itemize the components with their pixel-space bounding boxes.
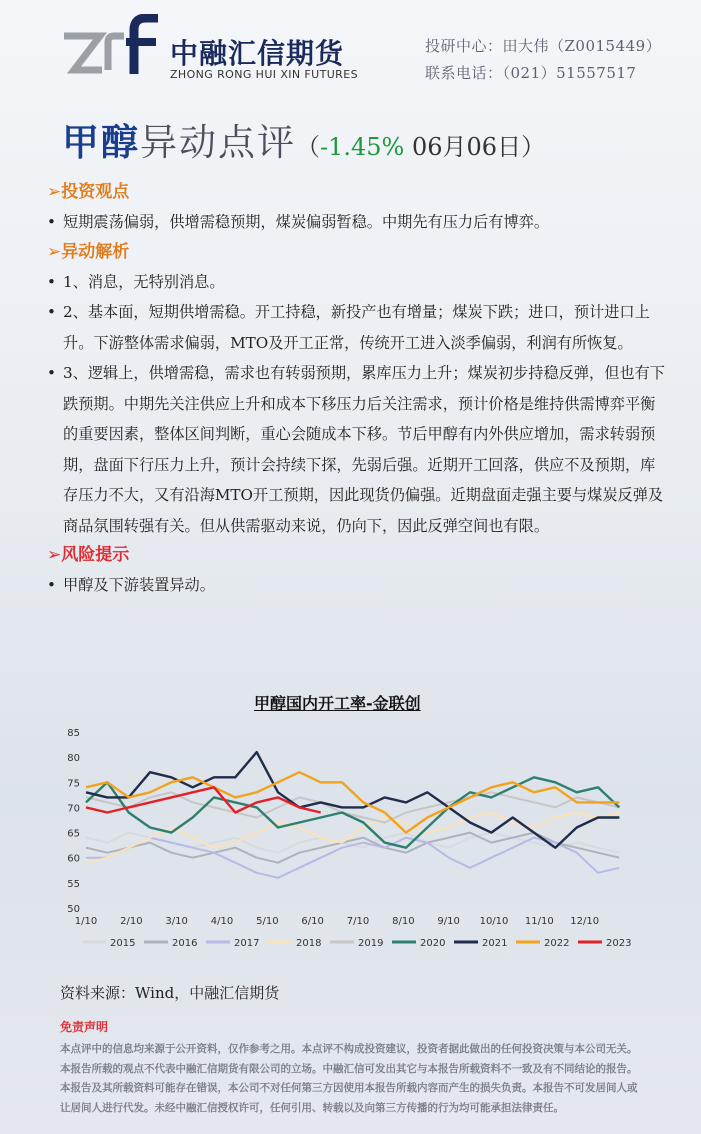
series-line-2022 [86, 772, 619, 832]
phone-line: 联系电话：（021）51557517 [425, 64, 637, 82]
series-line-2021 [86, 752, 619, 848]
utilization-line-chart [60, 720, 640, 950]
x-tick-label: 10/10 [479, 916, 509, 927]
x-tick-label: 2/10 [120, 916, 143, 927]
legend-label: 2022 [544, 938, 570, 949]
legend-label: 2020 [420, 938, 446, 949]
logo-en-text: ZHONG RONG HUI XIN FUTURES [170, 68, 358, 81]
view-heading: ➢投资观点 [47, 182, 130, 202]
legend-label: 2018 [296, 938, 322, 949]
y-tick-label: 65 [67, 828, 80, 840]
report-content [47, 178, 667, 601]
y-tick-label: 70 [67, 803, 80, 815]
disclaimer-heading: 免责声明 [60, 1020, 109, 1034]
chart-title: 甲醇国内开工率-金联创 [254, 694, 421, 713]
x-tick-label: 7/10 [346, 916, 370, 927]
title-open-paren: （ [296, 133, 320, 161]
view-paragraph: • 短期震荡偏弱，供增需稳预期，煤炭偏弱暂稳。中期先有压力后有博弈。 [47, 207, 667, 238]
analysis-paragraph-3: • 3、逻辑上，供增需稳，需求也有转弱预期，累库压力上升；煤炭初步持稳反弹，但也有下跌预期。中期先关注供应上升和成本下移压力后关注需求，预计价格是维持供需博弈平衡的重要因素，整体区间判断，重心会随成本下移。节后甲醇有内外供应增加，需求转弱预期，盘面下行压力上升，预计会持续下探，先弱后强。近期开工回落，供应不及预期，库存压力不大，又有沿海MTO开工预期，因此现货仍偏强。近期盘面走强主要与煤炭反弹及商品氛围转强有关。但从供需驱动来说，仍向下，因此反弹空间也有限。 [47, 358, 667, 541]
title-close-paren: ） [521, 133, 546, 161]
disclaimer-text: 本点评中的信息均来源于公开资料，仅作参考之用。本点评不构成投资建议，投资者据此做出的任何投资决策与本公司无关。本报告所载的观点不代表中融汇信期货有限公司的立场。中融汇信可发出其它与本报告所载资料不一致及有不同结论的报告。本报告及其所载资料可能存在错误，本公司不对任何第三方因使用本报告所载内容而产生的损失负责。本报告不可发居间人或让居间人进行代发。未经中融汇信授权许可，任何引用、转载以及向第三方传播的行为均可能承担法律责任。 [60, 1043, 638, 1114]
data-source: 资料来源：Wind，中融汇信期货 [60, 984, 280, 1002]
page-title [62, 112, 545, 166]
x-tick-label: 6/10 [301, 916, 324, 927]
analysis-paragraph-1: • 1、消息，无特别消息。 [47, 267, 667, 298]
legend-label: 2023 [606, 938, 632, 949]
x-tick-label: 5/10 [256, 916, 279, 927]
legend-label: 2015 [110, 938, 136, 949]
y-tick-label: 55 [67, 878, 80, 890]
zrf-logo-icon [62, 14, 162, 80]
title-main: 甲醇 [62, 121, 140, 164]
contact-info [425, 33, 661, 87]
risk-paragraph: • 甲醇及下游装置异动。 [47, 570, 667, 601]
analysis-heading: ➢异动解析 [47, 241, 130, 262]
analyst-line: 投研中心：田大伟（Z0015449） [425, 37, 662, 55]
title-date: 06月06日 [404, 133, 522, 161]
title-change-pct: -1.45% [320, 133, 405, 161]
legend-label: 2019 [358, 938, 384, 949]
x-tick-label: 12/10 [570, 916, 600, 927]
x-tick-label: 1/10 [74, 916, 98, 927]
y-tick-label: 50 [67, 904, 80, 915]
y-tick-label: 60 [67, 853, 80, 865]
x-tick-label: 4/10 [210, 916, 234, 927]
x-tick-label: 3/10 [165, 916, 188, 927]
y-tick-label: 80 [67, 753, 80, 765]
company-logo [62, 14, 382, 84]
risk-heading: ➢风险提示 [47, 545, 130, 565]
y-tick-label: 85 [67, 728, 80, 739]
y-tick-label: 75 [67, 778, 80, 790]
x-tick-label: 11/10 [524, 916, 554, 927]
legend-label: 2017 [234, 938, 260, 949]
analysis-paragraph-2: • 2、基本面，短期供增需稳。开工持稳，新投产也有增量；煤炭下跌；进口，预计进口上升。下游整体需求偏弱，MTO及开工正常，传统开工进入淡季偏弱，利润有所恢复。 [47, 297, 667, 358]
logo-cn-text: 中融汇信期货 [170, 37, 345, 70]
legend-label: 2016 [172, 938, 198, 949]
legend-label: 2021 [482, 938, 508, 949]
title-sub: 异动点评 [140, 121, 296, 164]
x-tick-label: 9/10 [437, 916, 460, 927]
x-tick-label: 8/10 [392, 916, 415, 927]
